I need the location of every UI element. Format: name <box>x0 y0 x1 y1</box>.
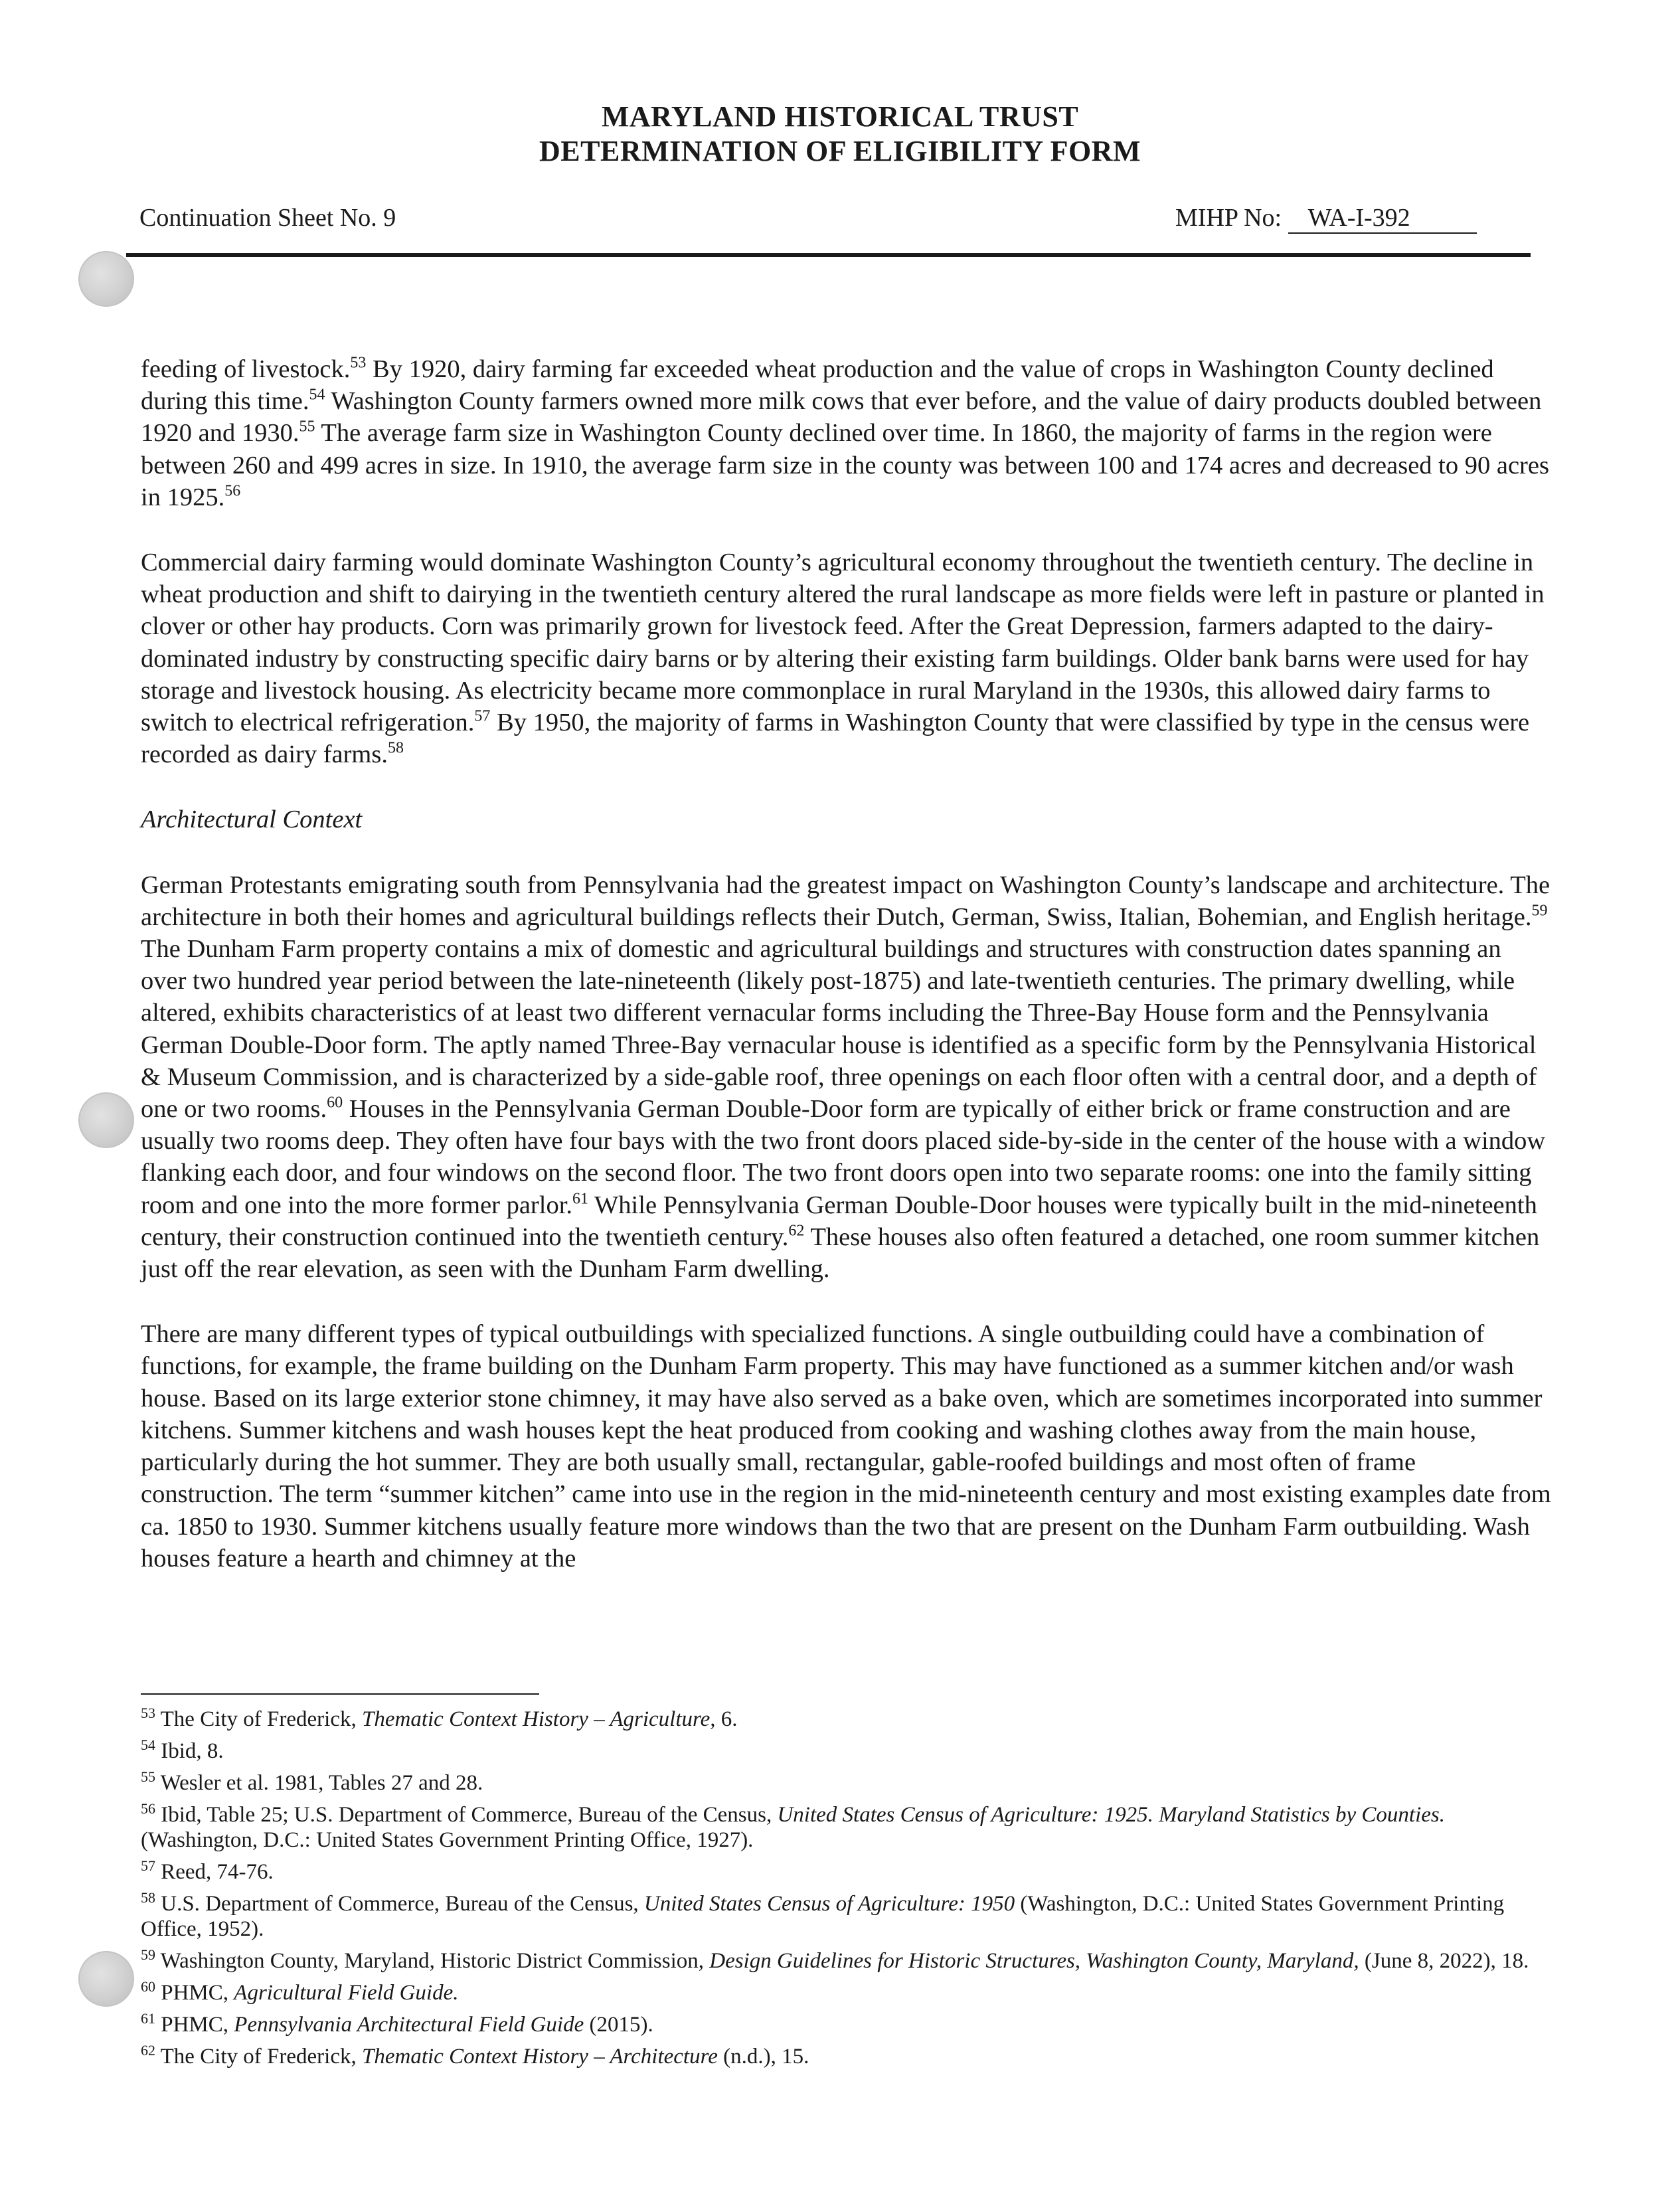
footnote-ref: 53 <box>350 354 367 372</box>
punch-hole-top <box>78 251 134 307</box>
footnotes <box>141 1704 1552 2076</box>
footnote-ref: 61 <box>572 1190 589 1208</box>
footnote-ref: 59 <box>141 1946 155 1963</box>
header-divider <box>126 253 1531 257</box>
footnote-56: $^{56}$ Ibid, Table 25; U.S. Department of Commerce, Bureau of the Census, United States Census of Agriculture: 1925. Maryland Statistics by Counties. (Washington, D.C.: United States Government Printing Office, 1927). <box>141 1800 1445 1852</box>
footnote-ref: 55 <box>299 418 315 436</box>
footnote-ref: 55 <box>141 1768 155 1785</box>
footnote-ref: 61 <box>141 2009 155 2027</box>
footnote-53: $^{53}$ The City of Frederick, Thematic Context History – Agriculture, 6. <box>141 1704 738 1731</box>
footnote-ref: 60 <box>327 1094 343 1112</box>
mihp-number <box>1175 203 1477 234</box>
footnote-ref: 56 <box>224 482 241 500</box>
paragraph-1: feeding of livestock.$^{53}$ By 1920, dairy farming far exceeded wheat production and the value of crops in Washington County declined during this time.$^{54}$ Washington County farmers owned more milk cows that ever before, and the value of dairy products doubled between 1920 and 1930.55 The average farm size in Washington County declined over time. In 1860, the majority of farms in the region were between 260 and 499 acres in size. In 1910, the average farm size in the county was between 100 and 174 acres and decreased to 90 acres in 1925.56 <box>141 354 1549 511</box>
form-title-line-2: DETERMINATION OF ELIGIBILITY FORM <box>539 135 1141 167</box>
footnote-ref: 54 <box>141 1736 155 1753</box>
italic-title: Thematic Context History – Agriculture, <box>362 1707 716 1731</box>
footnote-ref: 58 <box>141 1889 155 1906</box>
footnote-ref: 54 <box>309 386 325 404</box>
italic-title: United States Census of Agriculture: 1950 <box>643 1892 1015 1916</box>
footnote-ref: 57 <box>474 707 491 725</box>
footnote-ref: 53 <box>141 1704 155 1721</box>
punch-hole-bottom <box>78 1951 134 2007</box>
footnote-55: $^{55}$ Wesler et al. 1981, Tables 27 and 28. <box>141 1768 483 1795</box>
footnote-54: $^{54}$ Ibid, 8. <box>141 1736 224 1763</box>
footnote-ref: 59 <box>1531 902 1548 920</box>
paragraph-4: There are many different types of typical outbuildings with specialized functions. A single outbuilding could have a combination of functions, for example, the frame building on the Dunham Farm property. This may have functioned as a summer kitchen and/or wash house. Based on its large exterior stone chimney, it may have also served as a bake oven, which are sometimes incorporated into summer kitchens. Summer kitchens and wash houses kept the heat produced from cooking and washing clothes away from the main house, particularly during the hot summer. They are both usually small, rectangular, gable-roofed buildings and most often of frame construction. The term “summer kitchen” came into use in the region in the mid-nineteenth century and most existing examples date from ca. 1850 to 1930. Summer kitchens usually feature more windows than the two that are present on the Dunham Farm outbuilding. Wash houses feature a hearth and chimney at the <box>141 1320 1551 1572</box>
paragraph-3: German Protestants emigrating south from Pennsylvania had the greatest impact on Washington County’s landscape and architecture. The architecture in both their homes and agricultural buildings reflects their Dutch, German, Swiss, Italian, Bohemian, and English heritage.$^{59}$ The Dunham Farm property contains a mix of domestic and agricultural buildings and structures with construction dates spanning an over two hundred year period between the late-nineteenth (likely post-1875) and late-twentieth centuries. The primary dwelling, while altered, exhibits characteristics of at least two different vernacular forms including the Three-Bay House form and the Pennsylvania German Double-Door form. The aptly named Three-Bay vernacular house is identified as a specific form by the Pennsylvania Historical & Museum Commission, and is characterized by a side-gable roof, three openings on each floor often with a central door, and a depth of one or two rooms.$^{60}$ Houses in the Pennsylvania German Double-Door form are typically of either brick or frame construction and are usually two rooms deep. They often have four bays with the two front doors placed side-by-side in the center of the house with a window flanking each door, and four windows on the second floor. The two front doors open into two separate rooms: one into the family sitting room and one into the more former parlor.$^{61}$ While Pennsylvania German Double-Door houses were typically built in the mid-nineteenth century, their construction continued into the twentieth century.$^{62}$ These houses also often featured a detached, one room summer kitchen just off the rear elevation, as seen with the Dunham Farm dwelling. <box>141 871 1551 1284</box>
footnote-59: $^{59}$ Washington County, Maryland, Historic District Commission, Design Guidelines for Historic Structures, Washington County, Maryland, (June 8, 2022), 18. <box>141 1946 1529 1973</box>
italic-title: Agricultural Field Guide. <box>234 1981 459 2005</box>
mihp-label: MIHP No: <box>1175 204 1282 232</box>
footnote-62: $^{62}$ The City of Frederick, Thematic Context History – Architecture (n.d.), 15. <box>141 2041 809 2069</box>
footnote-divider <box>141 1693 539 1695</box>
italic-title: Thematic Context History – Architecture <box>362 2045 718 2069</box>
form-title-line-1: MARYLAND HISTORICAL TRUST <box>601 100 1079 133</box>
italic-title: United States Census of Agriculture: 1925. Maryland Statistics by Counties. <box>777 1803 1445 1827</box>
mihp-value: WA-I-392 <box>1288 203 1477 234</box>
footnote-60: $^{60}$ PHMC, Agricultural Field Guide. <box>141 1978 459 2005</box>
italic-title: Pennsylvania Architectural Field Guide <box>234 2013 584 2037</box>
form-title <box>0 100 1680 169</box>
section-subheading: Architectural Context <box>141 805 363 834</box>
punch-hole-middle <box>78 1092 134 1148</box>
footnote-ref: 60 <box>141 1978 155 1995</box>
footnote-ref: 62 <box>141 2041 155 2059</box>
footnote-ref: 57 <box>141 1857 155 1874</box>
footnote-ref: 58 <box>388 739 404 757</box>
footnote-58: $^{58}$ U.S. Department of Commerce, Bureau of the Census, United States Census of Agriculture: 1950 (Washington, D.C.: United States Government Printing Office, 1952). <box>141 1889 1505 1941</box>
paragraph-2: Commercial dairy farming would dominate Washington County’s agricultural economy throughout the twentieth century. The decline in wheat production and shift to dairying in the twentieth century altered the rural landscape as more fields were left in pasture or planted in clover or other hay products. Corn was primarily grown for livestock feed. After the Great Depression, farmers adapted to the dairy-dominated industry by constructing specific dairy barns or by altering their existing farm buildings. Older bank barns were used for hay storage and livestock housing. As electricity became more commonplace in rural Maryland in the 1930s, this allowed dairy farms to switch to electrical refrigeration.$^{57}$ By 1950, the majority of farms in Washington County that were classified by type in the census were recorded as dairy farms.$^{58}$ <box>141 549 1545 769</box>
footnote-57: $^{57}$ Reed, 74-76. <box>141 1857 274 1884</box>
continuation-sheet-label: Continuation Sheet No. 9 <box>139 204 396 232</box>
footnote-61: $^{61}$ PHMC, Pennsylvania Architectural Field Guide (2015). <box>141 2009 653 2037</box>
italic-title: Design Guidelines for Historic Structures, Washington County, Maryland, <box>709 1949 1359 1973</box>
body-text <box>141 353 1552 1608</box>
footnote-ref: 56 <box>141 1800 155 1817</box>
footnote-ref: 62 <box>788 1222 805 1240</box>
